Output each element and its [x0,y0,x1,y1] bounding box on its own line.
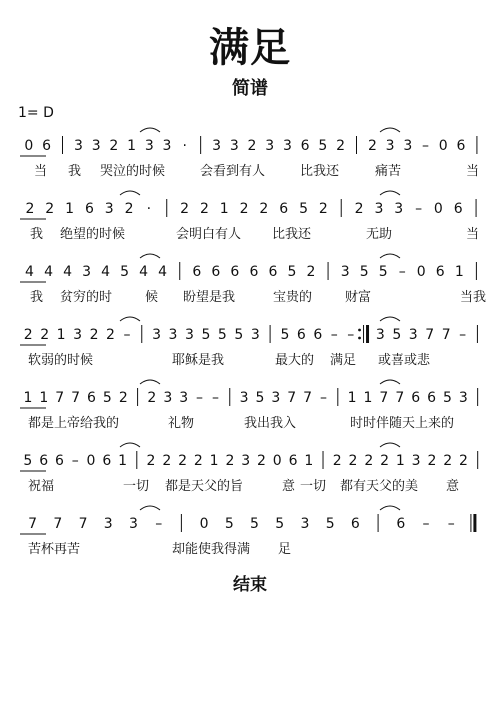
note: 6 [396,516,406,532]
note: 5 [378,264,388,280]
slur-arc [140,254,160,258]
note: 0 [416,264,426,280]
slur-arc [380,128,400,132]
note: 6 [435,264,445,280]
slur-arc [120,191,140,195]
note: 2 [443,453,453,469]
lyric: 我 [30,227,44,242]
note: 3 [411,453,421,469]
note: 5 [275,516,285,532]
note: 1 [23,390,33,406]
note: – [196,390,204,406]
note: 5 [217,327,227,343]
note: 6 [39,453,49,469]
note: · [146,201,152,217]
note: – [447,516,455,532]
note: 6 [54,453,64,469]
note: 3 [340,264,350,280]
note: – [320,390,328,406]
lyric: 我 [30,290,44,305]
lyric: 绝望的时候 [60,227,126,242]
lyric: 却能使我得满 [172,542,251,557]
note: 2 [332,453,342,469]
lyric: 都是天父的旨 [165,479,244,494]
lyric-row [28,415,454,431]
note: 3 [375,327,385,343]
slur-arc [380,506,400,510]
note: 2 [89,327,99,343]
lyric-row [28,541,291,557]
note: 7 [303,390,313,406]
note: 4 [101,264,111,280]
note-row [20,380,478,408]
note: 7 [379,390,389,406]
note: 5 [280,327,290,343]
note: 1 [304,453,314,469]
note: 6 [230,264,240,280]
note: 2 [367,138,377,154]
note: 1 [347,390,357,406]
note: 6 [427,390,437,406]
lyric: 当 [34,164,48,179]
note: 6 [456,138,466,154]
note: 5 [224,516,234,532]
note: 3 [129,516,138,532]
note: 6 [313,327,323,343]
note: 3 [394,201,404,217]
note: 4 [25,264,34,280]
note: 1 [127,138,137,154]
note: 6 [268,264,278,280]
note: 2 [380,453,390,469]
lyric: 或喜或悲 [378,353,431,368]
note: 5 [287,264,297,280]
note: – [330,327,338,343]
note: 2 [180,201,190,217]
lyric: 痛苦 [375,164,402,179]
note: 1 [56,327,66,343]
lyric-row [30,289,486,305]
slur-arc [140,380,160,384]
note: 2 [259,201,269,217]
note: – [398,264,406,280]
note: 2 [124,201,134,217]
slur-arc [380,317,400,321]
ending-label: 结束 [233,575,267,595]
lyric: 会明白有人 [176,227,242,242]
note: 1 [118,453,128,469]
lyric: 意 [446,479,460,494]
note: 6 [42,138,52,154]
lyric: 足 [278,542,292,557]
note: 6 [453,201,463,217]
note: 4 [63,264,73,280]
lyric: 盼望是我 [183,290,236,305]
note: 0 [86,453,96,469]
lyric: 当我 [460,290,487,305]
song-title: 满足 [209,25,291,71]
note: 6 [211,264,221,280]
lyric: 时时伴随天上来的 [350,416,455,431]
note: 3 [185,327,194,343]
lyric: 候 [145,290,159,305]
note: 2 [459,453,468,469]
note: 2 [257,453,266,469]
note: 6 [249,264,259,280]
note: 2 [247,138,257,154]
lyric: 一切 [123,479,150,494]
note: 3 [282,138,292,154]
note: 0 [199,516,209,532]
note: 7 [78,516,88,532]
note: 5 [234,327,244,343]
lyric: 一切 [300,479,327,494]
note: 2 [193,453,203,469]
note: – [123,327,131,343]
note: 3 [250,327,260,343]
note: 5 [318,138,328,154]
lyric: 意 [282,479,296,494]
note: 3 [163,390,173,406]
note: 3 [152,327,162,343]
note: 7 [395,390,405,406]
lyric: 都是上帝给我的 [28,416,120,431]
note: 5 [299,201,309,217]
note: 0 [24,138,34,154]
note: 3 [239,390,249,406]
note: – [415,201,423,217]
note: 3 [385,138,395,154]
slur-arc [380,254,400,258]
note: 7 [287,390,297,406]
lyric: 都有天父的美 [340,479,419,494]
note: 2 [364,453,374,469]
note-row [20,443,478,471]
note: 4 [44,264,53,280]
key-signature: 1= D [18,105,54,121]
note-row [20,317,477,345]
note: – [422,516,430,532]
note: – [422,138,430,154]
note: 4 [139,264,149,280]
note: 7 [441,327,451,343]
note: 3 [104,201,114,217]
note: 2 [354,201,364,217]
note: 3 [408,327,418,343]
note: 2 [146,453,156,469]
note: 5 [120,264,130,280]
lyric: 我 [68,164,82,179]
note: – [71,453,79,469]
repeat-dot [358,337,361,340]
note: 7 [28,516,38,532]
note: 3 [271,390,281,406]
note: 3 [168,327,178,343]
note-row [20,506,475,534]
lyric: 贫穷的时 [60,290,113,305]
lyric: 我出我入 [244,416,297,431]
note: 5 [201,327,211,343]
note: 2 [178,453,188,469]
note: 7 [71,390,81,406]
lyric: 比我还 [300,164,340,179]
note: 3 [179,390,189,406]
lyric: 财富 [345,290,372,305]
note: 3 [458,390,468,406]
note: 2 [147,390,157,406]
note: 4 [158,264,168,280]
note: 5 [102,390,112,406]
note: – [155,516,163,532]
lyric: 哭泣的时候 [100,164,166,179]
lyric: 满足 [330,353,357,368]
lyric-row [28,478,459,494]
note: 2 [23,327,33,343]
lyric-row [34,163,479,179]
note-row [20,254,476,282]
note: 6 [84,201,94,217]
note: 3 [103,516,113,532]
lyric: 软弱的时候 [28,353,94,368]
repeat-dot [358,329,361,332]
note: 5 [23,453,33,469]
note: – [459,327,467,343]
note: 6 [411,390,421,406]
note: 1 [209,453,219,469]
note: 2 [306,264,316,280]
note: 6 [102,453,112,469]
note: 1 [65,201,75,217]
note: 3 [265,138,275,154]
note: 7 [55,390,65,406]
note: 5 [250,516,259,532]
note: 5 [442,390,452,406]
note: 2 [45,201,55,217]
note: 5 [392,327,402,343]
note: 0 [438,138,448,154]
notation-type-label: 简谱 [232,78,268,99]
note: 6 [87,390,96,406]
note: 6 [350,516,360,532]
note: 6 [192,264,202,280]
slur-arc [140,506,160,510]
note: 1 [395,453,405,469]
note: – [211,390,219,406]
note-row [20,128,477,156]
note: 1 [219,201,229,217]
note: 2 [318,201,328,217]
note: 3 [82,264,92,280]
note: 6 [296,327,306,343]
note: 2 [106,327,115,343]
note: 1 [39,390,49,406]
lyric-row [28,352,431,368]
note: 3 [73,327,83,343]
lyric: 当 [466,227,480,242]
note: 2 [239,201,249,217]
note: – [347,327,355,343]
note: 3 [229,138,239,154]
note: · [182,138,187,154]
note: 2 [348,453,358,469]
lyric: 宝贵的 [273,290,313,305]
note: 2 [109,138,119,154]
lyric: 会看到有人 [200,164,266,179]
lyric: 当 [466,164,480,179]
lyric-row [30,226,479,242]
note: 0 [433,201,443,217]
lyric: 最大的 [275,353,315,368]
slur-arc [380,443,400,447]
slur-arc [380,380,400,384]
note: 3 [91,138,101,154]
note: 2 [225,453,235,469]
note: 2 [25,201,35,217]
note: 5 [325,516,335,532]
note-row [20,191,476,219]
lyric: 耶稣是我 [172,353,225,368]
note: 1 [454,264,464,280]
note: 2 [118,390,128,406]
note: 3 [212,138,222,154]
note: 0 [272,453,282,469]
lyric: 祝福 [28,479,55,494]
note: 3 [241,453,251,469]
note: 6 [300,138,310,154]
note: 1 [363,390,373,406]
lyric: 礼物 [168,416,195,431]
slur-arc [380,191,400,195]
note: 2 [40,327,50,343]
note: 6 [279,201,289,217]
note: 3 [300,516,310,532]
note: 7 [53,516,63,532]
note: 3 [162,138,172,154]
note: 3 [403,138,413,154]
slur-arc [120,317,140,321]
lyric: 苦杯再苦 [28,542,81,557]
note: 2 [427,453,437,469]
note: 3 [144,138,154,154]
note: 2 [199,201,209,217]
note: 6 [288,453,298,469]
note: 5 [255,390,265,406]
note: 7 [425,327,435,343]
lyric: 无助 [366,227,393,242]
note: 2 [336,138,346,154]
note: 5 [359,264,369,280]
note: 3 [73,138,83,154]
slur-arc [140,128,160,132]
lyric: 比我还 [272,227,312,242]
note: 2 [162,453,172,469]
slur-arc [120,443,140,447]
note: 3 [374,201,384,217]
